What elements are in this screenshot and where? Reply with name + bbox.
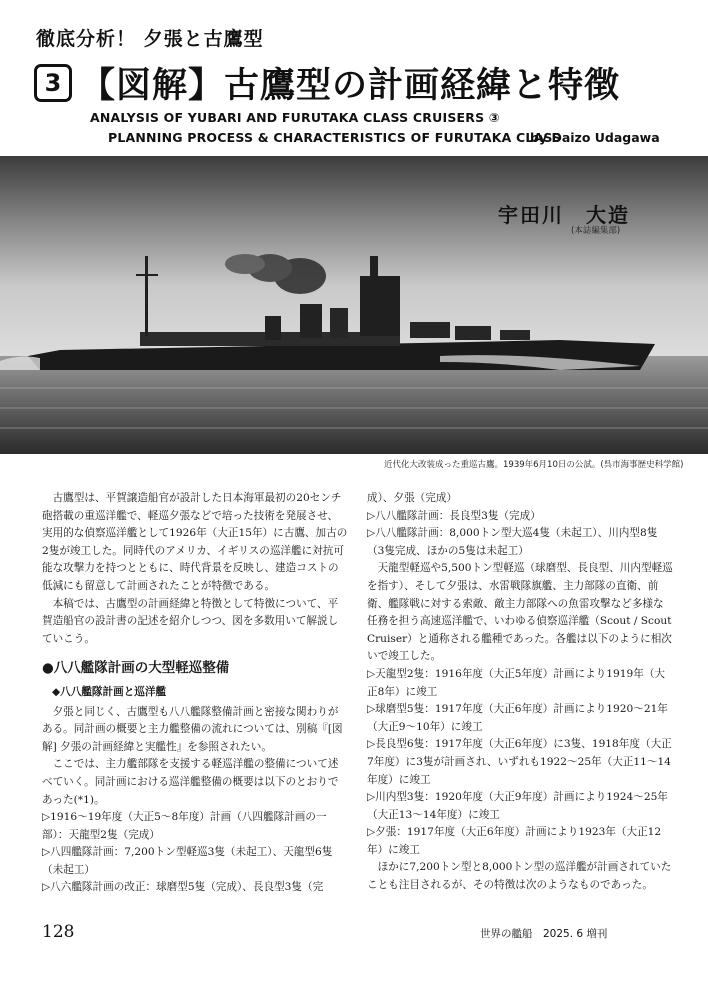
list-item: ▷天龍型2隻：1916年度（大正5年度）計画により1919年（大正8年）に竣工	[367, 667, 666, 698]
intro-paragraph: 古鷹型は、平賀譲造船官が設計した日本海軍最初の20センチ砲搭載の重巡洋艦で、軽巡夕張などで培った技術を発展させ、実用的な偵察巡洋艦として1926年（大正15年）に古鷹、加古の2隻が竣工した。同時代のアメリカ、イギリスの巡洋艦に対抗可能な攻撃力を持つとともに、時代背景を反映し、建造コストの低減にも留意して計画されたことが特徴である。	[42, 492, 348, 592]
magazine-footer: 世界の艦船 2025. 6 増刊	[480, 928, 608, 940]
subsection-heading: ◆八八艦隊計画と巡洋艦	[52, 685, 167, 698]
author-name: 宇田川 大造	[498, 203, 630, 227]
page-title: 【図解】古鷹型の計画経緯と特徴	[80, 66, 621, 106]
list-item: ▷八八艦隊計画：8,000トン型大巡4隻（未起工）、川内型8隻（3隻完成、ほかの5隻は未起工）	[367, 527, 658, 557]
intro-paragraph: 本稿では、古鷹型の計画経緯と特徴として特徴について、平賀造船官の設計書の記述を紹介しつつ、図を多数用いて解説していこう。	[42, 597, 339, 645]
list-item: ▷長良型6隻：1917年度（大正6年度）に3隻、1918年度（大正7年度）に3隻が計画され、いずれも1922～25年（大正11～14年度）に竣工	[367, 738, 672, 786]
list-item: ▷1916～19年度（大正5～8年度）計画（八四艦隊計画の一部）：天龍型2隻（完成）	[42, 811, 327, 841]
byline: by Daizo Udagawa	[530, 130, 660, 145]
kicker: 徹底分析！ 夕張と古鷹型	[36, 28, 264, 50]
list-item: ▷八六艦隊計画の改正：球磨型5隻（完成）、長良型3隻（完	[42, 881, 324, 894]
list-item: ▷八八艦隊計画：長良型3隻（完成）	[367, 509, 541, 522]
left-column	[42, 490, 348, 897]
article-number-badge: 3	[34, 64, 72, 102]
page-number: 128	[42, 922, 75, 942]
list-item: ▷夕張：1917年度（大正6年度）計画により1923年（大正12年）に竣工	[367, 826, 662, 856]
body-paragraph: 夕張と同じく、古鷹型も八八艦隊整備計画と密接な関わりがある。同計画の概要と主力艦整備の流れについては、別稿『[図解] 夕張の計画経緯と実艦性』を参照されたい。	[42, 705, 343, 753]
list-item: 成）、夕張（完成）	[367, 492, 458, 504]
body-paragraph: 天龍型軽巡や5,500トン型軽巡（球磨型、長良型、川内型軽巡を指す）、そして夕張は、水雷戦隊旗艦、主力部隊の直衛、前衛、艦隊戦に対する索敵、敵主力部隊への魚雷攻撃など多様な任務を担う高速巡洋艦で、いわゆる偵察巡洋艦（Scout / Scout Cruiser）と通称される艦種であった。各艦は以下のように相次いで竣工した。	[367, 562, 673, 663]
photo-caption: 近代化大改装成った重巡古鷹。1939年6月10日の公試。(呉市海事歴史科学館)	[384, 460, 684, 470]
list-item: ▷球磨型5隻：1917年度（大正6年度）計画により1920～21年（大正9～10年）に竣工	[367, 703, 668, 733]
english-subtitle-2: PLANNING PROCESS & CHARACTERISTICS OF FURUTAKA CLASS	[108, 130, 562, 145]
body-paragraph: ほかに7,200トン型と8,000トン型の巡洋艦が計画されていたことも注目されるが、その特徴は次のようなものであった。	[367, 861, 672, 892]
section-heading: ●八八艦隊計画の大型軽巡整備	[42, 660, 230, 677]
english-subtitle-1: ANALYSIS OF YUBARI AND FURUTAKA CLASS CRUISERS ③	[90, 110, 500, 125]
author-role: (本誌編集部)	[571, 226, 621, 236]
title-row	[34, 58, 620, 108]
list-item: ▷川内型3隻：1920年度（大正9年度）計画により1924～25年（大正13～14年度）に竣工	[367, 791, 668, 821]
right-column	[367, 490, 673, 895]
list-item: ▷八四艦隊計画：7,200トン型軽巡3隻（未起工）、天龍型6隻（未起工）	[42, 846, 333, 876]
body-paragraph: ここでは、主力艦部隊を支援する軽巡洋艦の整備について述べていく。同計画における巡洋艦整備の概要は以下のとおりであった(*1)。	[42, 758, 339, 806]
